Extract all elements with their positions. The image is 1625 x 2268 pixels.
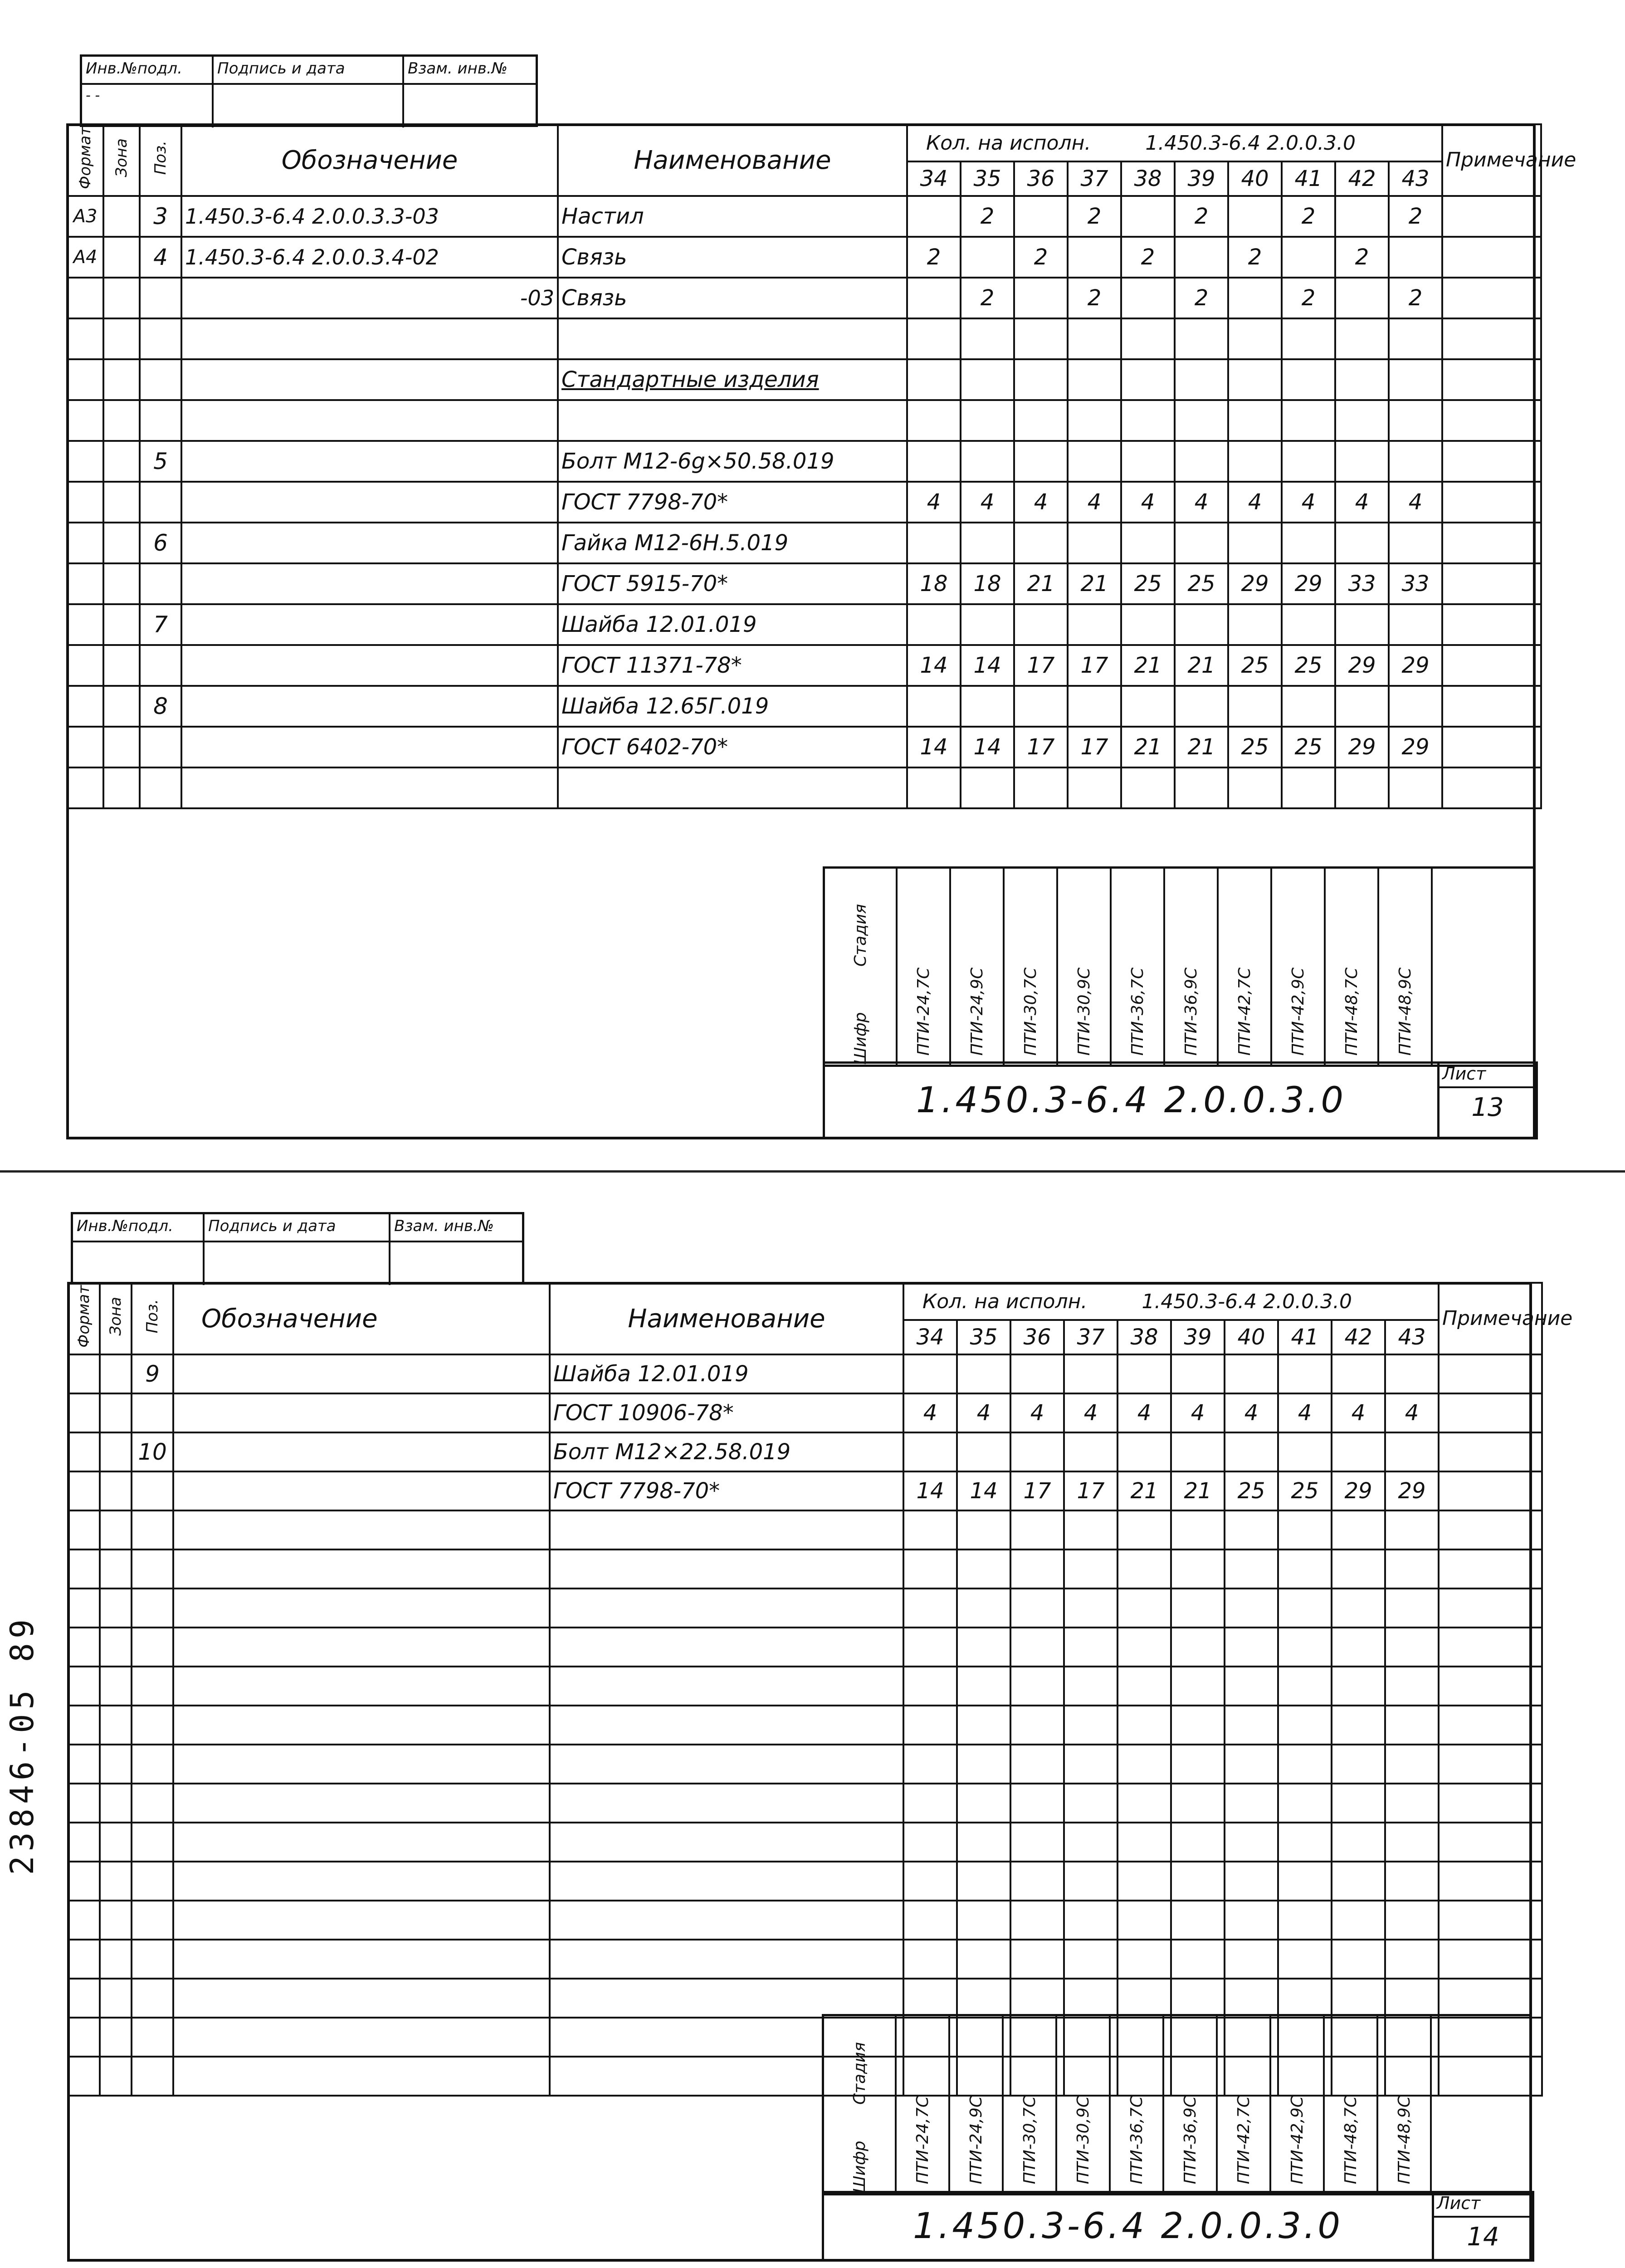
col-note: Примечание — [1442, 124, 1541, 196]
qty-cell: 25 — [1121, 563, 1175, 604]
qty-cell: 25 — [1175, 563, 1228, 604]
empty-row — [68, 1784, 1542, 1823]
zone-cell — [100, 1393, 132, 1432]
qty-cell: 17 — [1064, 1471, 1117, 1510]
cipher-code: ПТИ-48,7С — [1341, 2096, 1360, 2184]
zone-cell — [100, 1471, 132, 1510]
sign-label-2: Подпись и дата — [205, 1214, 390, 1241]
approval-header-2 — [71, 1212, 524, 1285]
qty-cell: 4 — [1389, 482, 1442, 523]
variant-header: 42 — [1335, 161, 1389, 196]
stage-cipher-labels — [824, 2016, 897, 2193]
variant-header: 42 — [1332, 1320, 1385, 1354]
sheet-label: Лист — [1440, 1064, 1536, 1088]
cipher-code: ПТИ-42,7С — [1234, 2096, 1253, 2184]
pos-cell: 8 — [140, 686, 181, 727]
empty-row — [68, 1628, 1542, 1667]
qty-cell — [1064, 1432, 1117, 1471]
variant-header: 34 — [907, 161, 961, 196]
table-row — [68, 1393, 1542, 1432]
col-zone-2: Зона — [107, 1296, 125, 1336]
vzam-label: Взам. инв.№ — [408, 59, 508, 78]
qty-cell — [1010, 1432, 1064, 1471]
side-archive-code: 23846-05 89 — [4, 1615, 41, 1875]
variant-header: 35 — [957, 1320, 1010, 1354]
qty-cell: 21 — [1068, 563, 1121, 604]
qty-header-2 — [903, 1283, 1439, 1320]
name-cell: Шайба 12.01.019 — [558, 604, 907, 645]
qty-cell — [1278, 1354, 1332, 1393]
cipher-code: ПТИ-30,7С — [1021, 967, 1040, 1056]
qty-cell — [1332, 1432, 1385, 1471]
cipher-blank — [1432, 2016, 1530, 2193]
variant-header: 43 — [1389, 161, 1442, 196]
qty-cell: 2 — [1282, 278, 1335, 318]
cipher-code: ПТИ-48,7С — [1342, 967, 1361, 1056]
qty-cell: 2 — [1014, 237, 1068, 278]
empty-row — [68, 1940, 1542, 1979]
col-note-2: Примечание — [1439, 1283, 1542, 1354]
qty-doc: 1.450.3-6.4 2.0.0.3.0 — [1145, 131, 1356, 155]
qty-cell: 25 — [1228, 645, 1282, 686]
variant-header: 41 — [1282, 161, 1335, 196]
name-cell: Шайба 12.65Г.019 — [558, 686, 907, 727]
cipher-code: ПТИ-30,9С — [1074, 967, 1093, 1056]
variant-header: 35 — [961, 161, 1014, 196]
qty-cell: 29 — [1332, 1471, 1385, 1510]
name-cell: Болт М12×22.58.019 — [550, 1432, 903, 1471]
cipher-code: ПТИ-42,7С — [1235, 967, 1254, 1056]
qty-cell — [1332, 1354, 1385, 1393]
table-row — [68, 1354, 1542, 1393]
doc-number-2: 1.450.3-6.4 2.0.0.3.0 — [913, 2206, 1343, 2247]
qty-cell: 25 — [1282, 645, 1335, 686]
format-cell: А4 — [67, 237, 103, 278]
qty-cell: 4 — [1117, 1393, 1171, 1432]
pos-cell — [132, 1471, 173, 1510]
note-cell — [1439, 1393, 1542, 1432]
name-cell: Шайба 12.01.019 — [550, 1354, 903, 1393]
table-row — [68, 1471, 1542, 1510]
qty-cell: 2 — [1175, 196, 1228, 237]
cipher-code: ПТИ-24,9С — [967, 967, 986, 1056]
qty-cell — [1385, 1432, 1439, 1471]
qty-cell: 4 — [1282, 482, 1335, 523]
cipher-row-2 — [824, 2016, 1530, 2193]
qty-title-2: Кол. на исполн. — [922, 1290, 1088, 1313]
col-zone: Зона — [112, 138, 131, 177]
pos-cell — [132, 1393, 173, 1432]
qty-cell: 2 — [961, 196, 1014, 237]
qty-cell: 29 — [1385, 1471, 1439, 1510]
cipher-cell — [1057, 2016, 1111, 2193]
cipher-code: ПТИ-24,7С — [913, 2096, 932, 2184]
pos-cell: 3 — [140, 196, 181, 237]
variant-header: 39 — [1171, 1320, 1225, 1354]
qty-cell — [1171, 1432, 1225, 1471]
qty-cell: 18 — [907, 563, 961, 604]
cipher-label: Шифр — [850, 2141, 869, 2193]
qty-cell: 14 — [903, 1471, 957, 1510]
qty-cell: 25 — [1278, 1471, 1332, 1510]
qty-cell: 33 — [1335, 563, 1389, 604]
qty-cell: 25 — [1225, 1471, 1278, 1510]
cipher-code: ПТИ-24,9С — [966, 2096, 986, 2184]
designation-cell — [173, 1354, 550, 1393]
cipher-code: ПТИ-42,9С — [1288, 967, 1308, 1056]
qty-cell: 29 — [1335, 727, 1389, 767]
empty-row — [68, 1901, 1542, 1940]
qty-cell: 17 — [1010, 1471, 1064, 1510]
qty-cell: 18 — [961, 563, 1014, 604]
cipher-cell — [897, 2016, 950, 2193]
qty-doc-2: 1.450.3-6.4 2.0.0.3.0 — [1142, 1290, 1352, 1313]
variant-header: 39 — [1175, 161, 1228, 196]
qty-cell — [903, 1354, 957, 1393]
cipher-code: ПТИ-48,9С — [1395, 2096, 1414, 2184]
qty-cell: 17 — [1014, 727, 1068, 767]
format-cell — [68, 1432, 100, 1471]
qty-cell: 14 — [961, 645, 1014, 686]
variant-header: 36 — [1010, 1320, 1064, 1354]
qty-cell: 2 — [1228, 237, 1282, 278]
qty-cell: 4 — [1068, 482, 1121, 523]
stamp-block-2 — [822, 2014, 1532, 2195]
qty-cell — [957, 1432, 1010, 1471]
cipher-cell — [1004, 2016, 1057, 2193]
cipher-code: ПТИ-48,9С — [1396, 967, 1415, 1056]
qty-cell: 14 — [961, 727, 1014, 767]
qty-cell — [1117, 1354, 1171, 1393]
qty-cell: 21 — [1175, 727, 1228, 767]
title-block-2 — [822, 2191, 1532, 2262]
empty-row — [68, 1979, 1542, 2018]
qty-cell: 14 — [907, 645, 961, 686]
cipher-code: ПТИ-30,7С — [1020, 2096, 1039, 2184]
cipher-code: ПТИ-30,9С — [1074, 2096, 1093, 2184]
qty-cell: 4 — [1175, 482, 1228, 523]
note-cell — [1439, 1432, 1542, 1471]
qty-cell: 2 — [1121, 237, 1175, 278]
qty-cell: 29 — [1282, 563, 1335, 604]
qty-cell: 33 — [1389, 563, 1442, 604]
qty-cell: 14 — [957, 1471, 1010, 1510]
col-format: Формат — [76, 126, 94, 189]
variant-header: 37 — [1068, 161, 1121, 196]
empty-row — [68, 1862, 1542, 1901]
qty-cell: 4 — [1278, 1393, 1332, 1432]
qty-cell — [1064, 1354, 1117, 1393]
spec-table-2 — [67, 1282, 1573, 2097]
qty-cell: 14 — [907, 727, 961, 767]
pos-cell: 6 — [140, 523, 181, 563]
qty-title: Кол. на исполн. — [926, 131, 1091, 155]
col-pos-2: Поз. — [143, 1299, 161, 1334]
qty-cell: 4 — [1121, 482, 1175, 523]
qty-cell — [1171, 1354, 1225, 1393]
variant-header: 34 — [903, 1320, 957, 1354]
pos-cell: 10 — [132, 1432, 173, 1471]
qty-cell: 4 — [1385, 1393, 1439, 1432]
name-cell: Стандартные изделия — [558, 359, 907, 400]
pos-cell: 7 — [140, 604, 181, 645]
sheet-number: 13 — [1471, 1093, 1504, 1122]
qty-cell: 4 — [1171, 1393, 1225, 1432]
qty-cell — [1385, 1354, 1439, 1393]
name-cell: Настил — [558, 196, 907, 237]
name-cell: ГОСТ 7798-70* — [558, 482, 907, 523]
inv-label-2: Инв.№подл. — [73, 1214, 205, 1241]
note-cell — [1439, 1354, 1542, 1393]
note-cell — [1439, 1471, 1542, 1510]
variant-header: 36 — [1014, 161, 1068, 196]
qty-cell: 21 — [1121, 727, 1175, 767]
name-cell: ГОСТ 5915-70* — [558, 563, 907, 604]
cipher-cell — [950, 2016, 1004, 2193]
cipher-code: ПТИ-36,7С — [1128, 967, 1147, 1056]
qty-cell: 2 — [1175, 278, 1228, 318]
qty-cell: 4 — [1010, 1393, 1064, 1432]
qty-cell: 2 — [1335, 237, 1389, 278]
name-cell: ГОСТ 10906-78* — [550, 1393, 903, 1432]
qty-cell: 17 — [1014, 645, 1068, 686]
qty-cell: 4 — [1228, 482, 1282, 523]
empty-row — [68, 1667, 1542, 1706]
qty-cell: 21 — [1014, 563, 1068, 604]
qty-cell: 4 — [903, 1393, 957, 1432]
name-cell: Связь — [558, 278, 907, 318]
cipher-cell — [1271, 2016, 1325, 2193]
designation-cell: -03 — [181, 278, 558, 318]
qty-cell: 21 — [1121, 645, 1175, 686]
col-designation-2: Обозначение — [173, 1283, 550, 1354]
qty-cell: 4 — [1332, 1393, 1385, 1432]
name-cell: ГОСТ 6402-70* — [558, 727, 907, 767]
empty-row — [68, 1549, 1542, 1589]
qty-cell: 2 — [961, 278, 1014, 318]
designation-cell — [173, 1393, 550, 1432]
cipher-code: ПТИ-36,7С — [1127, 2096, 1146, 2184]
cipher-cell — [1378, 2016, 1432, 2193]
vzam-label-2: Взам. инв.№ — [394, 1217, 494, 1235]
qty-cell — [1010, 1354, 1064, 1393]
qty-cell — [1117, 1432, 1171, 1471]
qty-cell — [1225, 1354, 1278, 1393]
qty-cell: 2 — [1068, 278, 1121, 318]
format-cell — [68, 1354, 100, 1393]
table-row — [68, 1432, 1542, 1471]
zone-cell — [100, 1354, 132, 1393]
sheet-label-2: Лист — [1434, 2193, 1532, 2218]
designation-cell — [173, 1471, 550, 1510]
cipher-cell — [1164, 2016, 1218, 2193]
col-name: Наименование — [558, 124, 907, 196]
pos-cell: 4 — [140, 237, 181, 278]
empty-row — [68, 1589, 1542, 1628]
col-name-2: Наименование — [550, 1283, 903, 1354]
zone-cell — [100, 1432, 132, 1471]
qty-cell: 4 — [1335, 482, 1389, 523]
qty-cell: 25 — [1228, 727, 1282, 767]
cipher-code: ПТИ-42,9С — [1288, 2096, 1307, 2184]
qty-cell: 21 — [1175, 645, 1228, 686]
name-cell: ГОСТ 11371-78* — [558, 645, 907, 686]
qty-cell: 2 — [1068, 196, 1121, 237]
designation-cell: 1.450.3-6.4 2.0.0.3.4-02 — [181, 237, 558, 278]
cipher-code: ПТИ-24,7С — [914, 967, 933, 1056]
variant-header: 38 — [1121, 161, 1175, 196]
name-cell: Гайка М12-6Н.5.019 — [558, 523, 907, 563]
empty-row — [68, 1510, 1542, 1549]
pos-cell: 5 — [140, 441, 181, 482]
designation-cell — [173, 1432, 550, 1471]
qty-cell: 29 — [1389, 727, 1442, 767]
name-cell: ГОСТ 7798-70* — [550, 1471, 903, 1510]
qty-cell: 29 — [1389, 645, 1442, 686]
qty-cell: 29 — [1335, 645, 1389, 686]
designation-cell: 1.450.3-6.4 2.0.0.3.3-03 — [181, 196, 558, 237]
qty-cell: 4 — [1225, 1393, 1278, 1432]
col-format-2: Формат — [75, 1285, 93, 1348]
qty-cell — [957, 1354, 1010, 1393]
stage-label: Стадия — [850, 2042, 869, 2105]
qty-cell: 4 — [961, 482, 1014, 523]
empty-row — [68, 1745, 1542, 1784]
cipher-code: ПТИ-36,9С — [1181, 2096, 1200, 2184]
inv-label: Инв.№подл. — [82, 57, 214, 83]
qty-cell — [903, 1432, 957, 1471]
qty-cell: 21 — [1117, 1471, 1171, 1510]
qty-cell: 4 — [907, 482, 961, 523]
col-pos: Поз. — [151, 140, 170, 175]
qty-cell — [1278, 1432, 1332, 1471]
name-cell: Болт М12-6g×50.58.019 — [558, 441, 907, 482]
qty-cell: 2 — [1389, 196, 1442, 237]
qty-cell: 2 — [1282, 196, 1335, 237]
qty-cell: 21 — [1171, 1471, 1225, 1510]
qty-cell: 25 — [1282, 727, 1335, 767]
empty-row — [68, 1823, 1542, 1862]
qty-cell: 29 — [1228, 563, 1282, 604]
pos-cell: 9 — [132, 1354, 173, 1393]
qty-cell: 2 — [1389, 278, 1442, 318]
qty-cell — [1225, 1432, 1278, 1471]
name-cell: Связь — [558, 237, 907, 278]
variant-header: 41 — [1278, 1320, 1332, 1354]
sheet-number-2: 14 — [1467, 2222, 1499, 2252]
qty-cell: 17 — [1068, 727, 1121, 767]
format-cell — [68, 1393, 100, 1432]
variant-header: 43 — [1385, 1320, 1439, 1354]
qty-cell: 4 — [1064, 1393, 1117, 1432]
format-cell — [68, 1471, 100, 1510]
cipher-cell — [1325, 2016, 1378, 2193]
inv-value: - - — [82, 85, 214, 127]
empty-row — [68, 1706, 1542, 1745]
cipher-label: Шифр — [851, 1012, 870, 1065]
variant-header: 37 — [1064, 1320, 1117, 1354]
sign-label: Подпись и дата — [214, 57, 404, 83]
doc-number: 1.450.3-6.4 2.0.0.3.0 — [916, 1080, 1346, 1121]
qty-cell: 2 — [907, 237, 961, 278]
variant-header: 38 — [1117, 1320, 1171, 1354]
qty-cell: 4 — [957, 1393, 1010, 1432]
sheet-number-box-2 — [1432, 2191, 1534, 2262]
cipher-code: ПТИ-36,9С — [1181, 967, 1200, 1056]
qty-cell: 4 — [1014, 482, 1068, 523]
cipher-cell — [1111, 2016, 1164, 2193]
qty-cell: 17 — [1068, 645, 1121, 686]
variant-header: 40 — [1228, 161, 1282, 196]
stage-label: Стадия — [851, 904, 870, 967]
col-designation: Обозначение — [181, 124, 558, 196]
format-cell: А3 — [67, 196, 103, 237]
cipher-cell — [1218, 2016, 1271, 2193]
variant-header: 40 — [1225, 1320, 1278, 1354]
